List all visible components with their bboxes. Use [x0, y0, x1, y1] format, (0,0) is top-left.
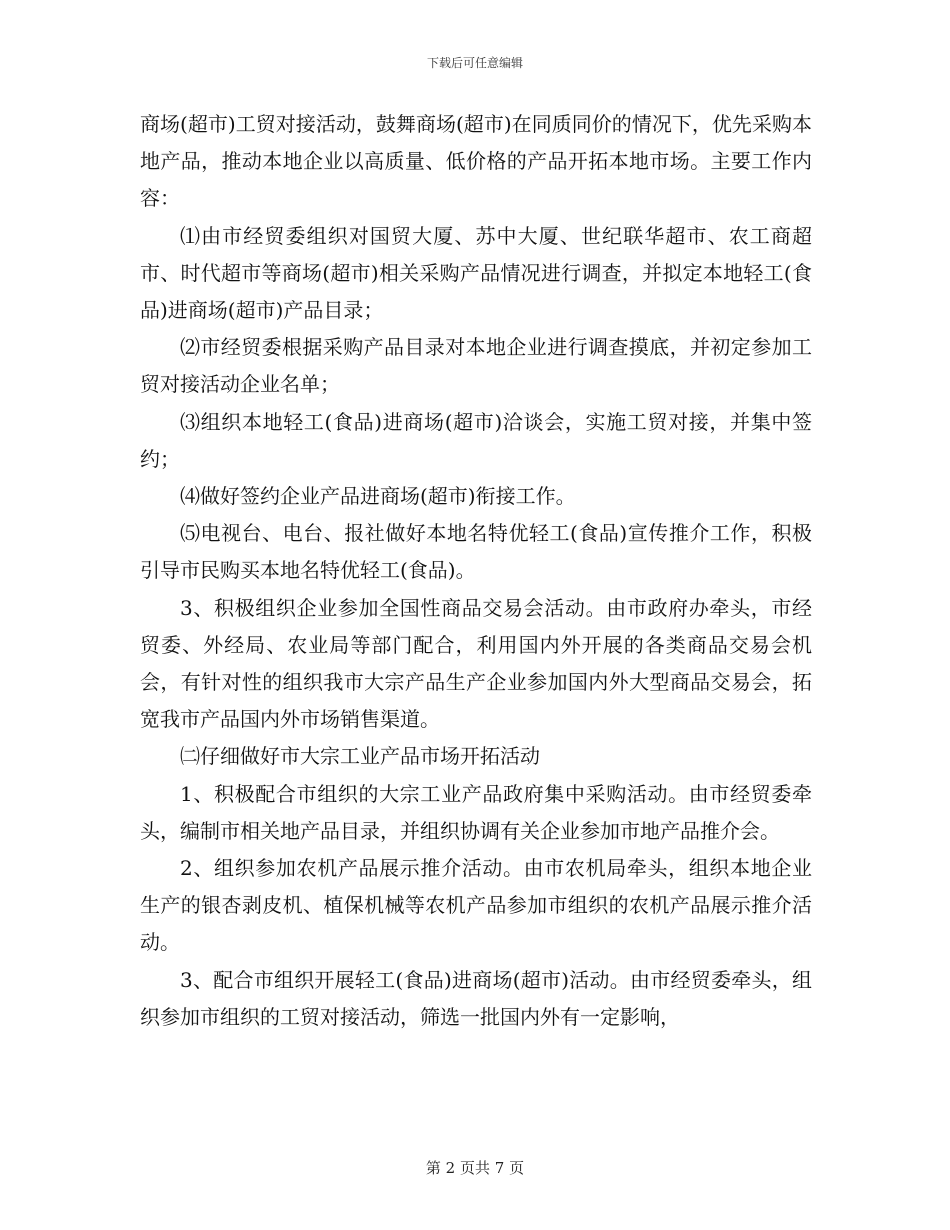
paragraph-item-5: ⑸电视台、电台、报社做好本地名特优轻工(食品)宣传推介工作，积极引导市民购买本地名特优轻工(食品)。 [140, 521, 812, 583]
paragraph-sub-3: 3、配合市组织开展轻工(食品)进商场(超市)活动。由市经贸委牵头，组织参加市组织的工贸对接活动，筛选一批国内外有一定影响， [140, 967, 812, 1029]
document-body [140, 106, 812, 1036]
paragraph-item-2: ⑵市经贸委根据采购产品目录对本地企业进行调查摸底，并初定参加工贸对接活动企业名单； [140, 335, 812, 397]
page-footer: 第 2 页共 7 页 [425, 1159, 525, 1177]
section-heading-2: ㈡仔细做好市大宗工业产品市场开拓活动 [180, 744, 540, 769]
paragraph-continuation: 商场(超市)工贸对接活动，鼓舞商场(超市)在同质同价的情况下，优先采购本地产品，推动本地企业以高质量、低价格的产品开拓本地市场。主要工作内容： [140, 112, 812, 211]
paragraph-sub-2: 2、组织参加农机产品展示推介活动。由市农机局牵头，组织本地企业生产的银杏剥皮机、植保机械等农机产品参加市组织的农机产品展示推介活动。 [140, 856, 812, 955]
paragraph-section-3: 3、积极组织企业参加全国性商品交易会活动。由市政府办牵头，市经贸委、外经局、农业局等部门配合，利用国内外开展的各类商品交易会机会，有针对性的组织我市大宗产品生产企业参加国内外大型商品交易会，拓宽我市产品国内外市场销售渠道。 [140, 595, 812, 732]
page-header: 下载后可任意编辑 [426, 56, 523, 70]
paragraph-item-4: ⑷做好签约企业产品进商场(超市)衔接工作。 [180, 484, 576, 509]
paragraph-sub-1: 1、积极配合市组织的大宗工业产品政府集中采购活动。由市经贸委牵头，编制市相关地产品目录，并组织协调有关企业参加市地产品推介会。 [140, 781, 812, 843]
paragraph-item-1: ⑴由市经贸委组织对国贸大厦、苏中大厦、世纪联华超市、农工商超市、时代超市等商场(超市)相关采购产品情况进行调查，并拟定本地轻工(食品)进商场(超市)产品目录； [140, 223, 812, 323]
paragraph-item-3: ⑶组织本地轻工(食品)进商场(超市)洽谈会，实施工贸对接，并集中签约； [140, 409, 812, 471]
